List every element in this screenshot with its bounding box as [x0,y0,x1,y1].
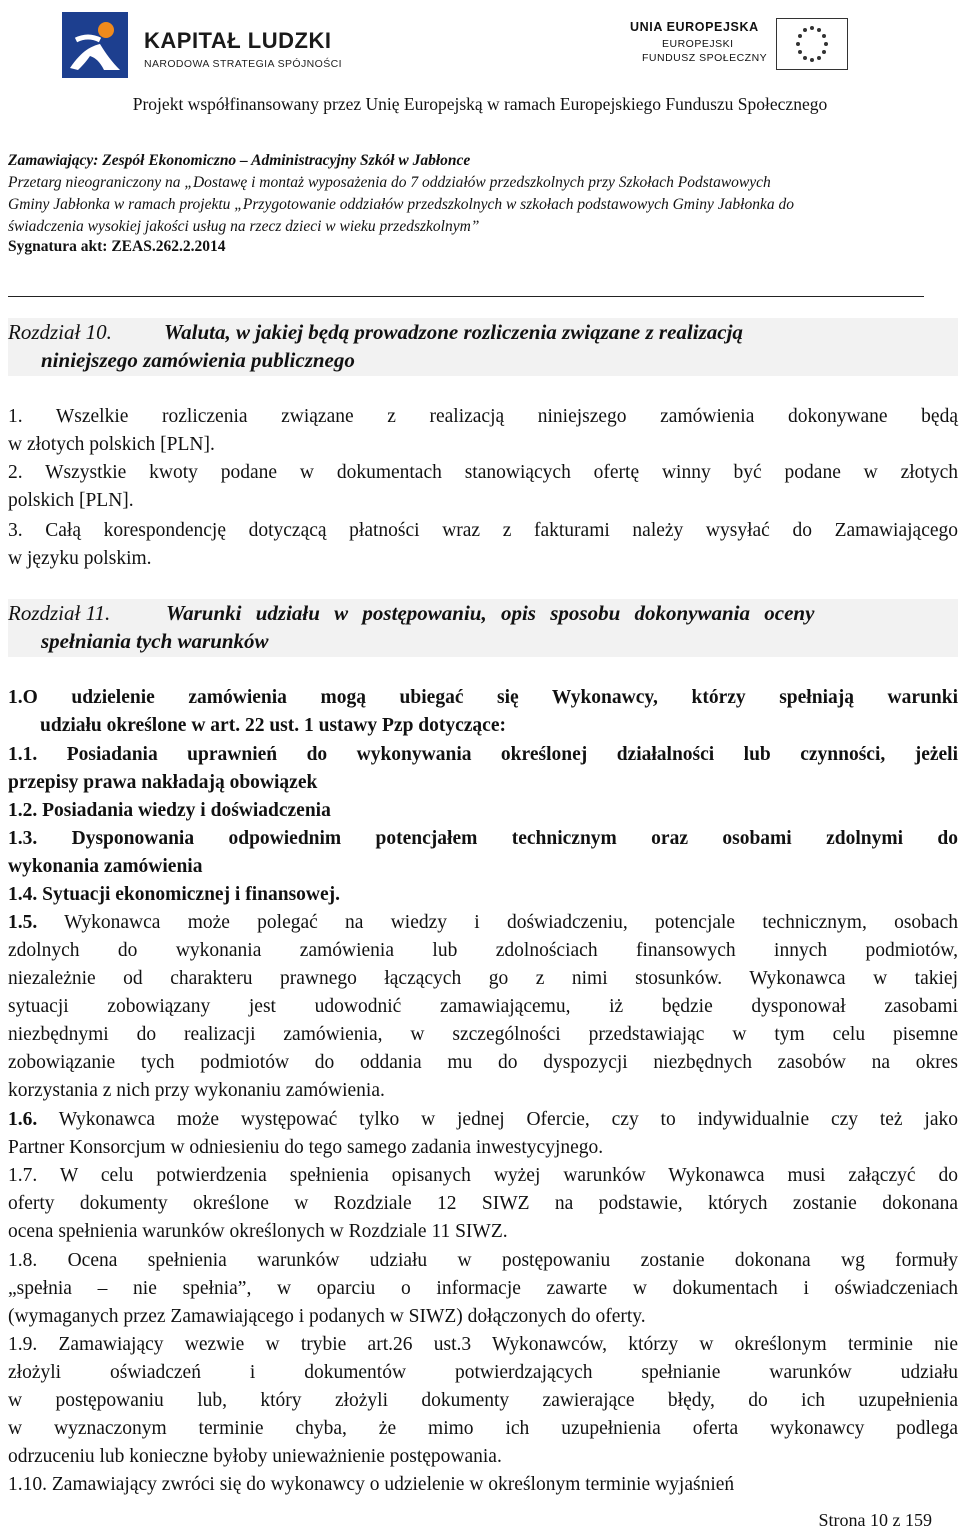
s11-item-1-5-line-4: sytuacji zobowiązany jest udowodnić zamawiającemu, iż będzie dysponował zasobami [8,996,958,1017]
page-number: 10 [870,1510,888,1530]
section-10-number: Rozdział 10. [8,320,112,344]
kapital-ludzki-subtitle: NARODOWA STRATEGIA SPÓJNOŚCI [144,58,342,70]
page-total: 159 [905,1510,932,1530]
s11-item-1-8-line-1: 1.8. Ocena spełnienia warunków udziału w postępowaniu zostanie dokonana wg formuły [8,1250,958,1271]
section-11-title-1: Warunki udziału w postępowaniu, opis sposobu dokonywania oceny [166,601,815,625]
s11-item-1-1-line-2: przepisy prawa nakładają obowiązek [8,772,318,793]
eu-fund-line1: EUROPEJSKI [662,38,734,50]
eu-fund-line2: FUNDUSZ SPOŁECZNY [642,52,768,64]
s10-item-3-line-1: 3. Całą korespondencję dotyczącą płatności wraz z fakturami należy wysyłać do Zamawiającego [8,520,958,541]
page-label: Strona [818,1510,866,1530]
s11-item-1-10-line-1: 1.10. Zamawiający zwróci się do wykonawcy o udzielenie w określonym terminie wyjaśnień [8,1474,735,1495]
s11-item-1-5-line-7: korzystania z nich przy wykonaniu zamówienia. [8,1080,385,1101]
s11-item-1-4: 1.4. Sytuacji ekonomicznej i finansowej. [8,884,341,905]
s11-item-1-5-text: Wykonawca może polegać na wiedzy i doświadczeniu, potencjale technicznym, osobach [37,912,958,933]
tender-line-3: świadczenia wysokiej jakości usług na rzecz dzieci w wieku przedszkolnym” [8,218,480,235]
s11-item-1-5-line-1 [8,909,958,937]
section-10-heading [8,318,958,376]
s11-item-1-line-2: udziału określone w art. 22 ust. 1 ustawy Pzp dotyczące: [40,715,506,736]
s11-item-1-9-line-2: złożyli oświadczeń i dokumentów potwierdzających spełnianie warunków udziału [8,1362,958,1383]
s11-item-1-5-line-5: niezbędnymi do realizacji zamówienia, w szczególności przedstawiając w tym celu pisemne [8,1024,958,1045]
section-11-heading [8,599,958,657]
eu-logo [612,14,848,78]
s11-item-1-5-line-2: zdolnych do wykonania zamówienia lub zdolnościach finansowych innych podmiotów, [8,940,958,961]
s10-item-1-line-2: w złotych polskich [PLN]. [8,434,215,455]
section-11-title-2: spełniania tych warunków [41,629,269,653]
s11-item-1-7-line-1: 1.7. W celu potwierdzenia spełnienia opisanych wyżej warunków Wykonawca musi załączyć do [8,1165,958,1186]
s11-item-1-6-text: Wykonawca może występować tylko w jednej Ofercie, czy to indywidualnie czy też jako [37,1109,958,1130]
s11-item-1-3-line-1: 1.3. Dysponowania odpowiednim potencjałem technicznym oraz osobami zdolnymi do [8,828,958,849]
ordering-party: Zamawiający: Zespół Ekonomiczno – Administracyjny Szkół w Jabłonce [8,152,471,169]
s11-item-1-6-line-1 [8,1106,958,1134]
reference-number: Sygnatura akt: ZEAS.262.2.2014 [8,238,226,255]
s11-item-1-9-line-1: 1.9. Zamawiający wezwie w trybie art.26 ust.3 Wykonawców, którzy w określonym terminie nie [8,1334,958,1355]
kapital-ludzki-title: KAPITAŁ LUDZKI [144,28,332,53]
s10-item-1-line-1: 1. Wszelkie rozliczenia związane z realizacją niniejszego zamówienia dokonywane będą [8,406,958,427]
s11-item-1-6-line-2: Partner Konsorcjum w odniesieniu do tego samego zadania inwestycyjnego. [8,1137,604,1158]
s11-item-1-6-number: 1.6. [8,1109,38,1130]
s11-item-1-2: 1.2. Posiadania wiedzy i doświadczenia [8,800,331,821]
s11-item-1-5-line-6: zobowiązanie tych podmiotów do oddania mu do dyspozycji niezbędnych zasobów na okres [8,1052,958,1073]
section-10-title-2: niniejszego zamówienia publicznego [41,348,355,372]
project-cofinancing-line: Projekt współfinansowany przez Unię Europejską w ramach Europejskiego Funduszu Społecznego [132,94,828,114]
s11-item-1-5-number: 1.5. [8,912,38,933]
s11-item-1-7-line-2: oferty dokumenty określone w Rozdziale 12 SIWZ na podstawie, których zostanie dokonana [8,1193,958,1214]
s11-item-1-9-line-3: w postępowaniu lub, który złożyli dokumenty zawierające błędy, do ich uzupełnienia [8,1390,958,1411]
s10-item-2-line-2: polskich [PLN]. [8,490,134,511]
s11-item-1-7-line-3: ocena spełnienia warunków określonych w Rozdziale 11 SIWZ. [8,1221,508,1242]
header-divider [8,296,924,297]
s11-item-1-1-line-1: 1.1. Posiadania uprawnień do wykonywania określonej działalności lub czynności, jeżeli [8,744,958,765]
s11-item-1-5-line-3: niezależnie od charakteru prawnego łączących go z nimi stosunków. Wykonawca w takiej [8,968,958,989]
s10-item-3-line-2: w języku polskim. [8,548,152,569]
kapital-ludzki-logo [60,10,350,80]
eu-flag-icon [776,18,848,70]
section-11-number: Rozdział 11. [8,601,111,625]
s11-item-1-line-1: 1.O udzielenie zamówienia mogą ubiegać się Wykonawcy, którzy spełniają warunki [8,687,958,708]
section-10-title-1: Waluta, w jakiej będą prowadzone rozliczenia związane z realizacją [164,320,743,344]
s11-item-1-9-line-5: odrzuceniu lub konieczne byłoby unieważnienie postępowania. [8,1446,502,1467]
s11-item-1-3-line-2: wykonania zamówienia [8,856,203,877]
page-footer [819,1510,933,1531]
tender-line-1: Przetarg nieograniczony na „Dostawę i montaż wyposażenia do 7 oddziałów przedszkolnych przy Szkołach Podstawowych [8,174,771,191]
s11-item-1-8-line-3: (wymaganych przez Zamawiającego i podanych w SIWZ) dołączonych do oferty. [8,1306,646,1327]
page-separator: z [892,1510,901,1530]
s10-item-2-line-1: 2. Wszystkie kwoty podane w dokumentach stanowiących ofertę winny być podane w złotych [8,462,958,483]
eu-title: UNIA EUROPEJSKA [630,20,759,34]
s11-item-1-9-line-4: w wyznaczonym terminie chyba, że mimo ich uzupełnienia oferta wykonawcy podlega [8,1418,958,1439]
tender-line-2: Gminy Jabłonka w ramach projektu „Przygotowanie oddziałów przedszkolnych w szkołach podstawowych Gminy Jabłonka do [8,196,794,213]
s11-item-1-8-line-2: „spełnia – nie spełnia”, w oparciu o informacje zawarte w dokumentach i oświadczeniach [8,1278,958,1299]
kapital-ludzki-emblem-icon [60,10,130,80]
